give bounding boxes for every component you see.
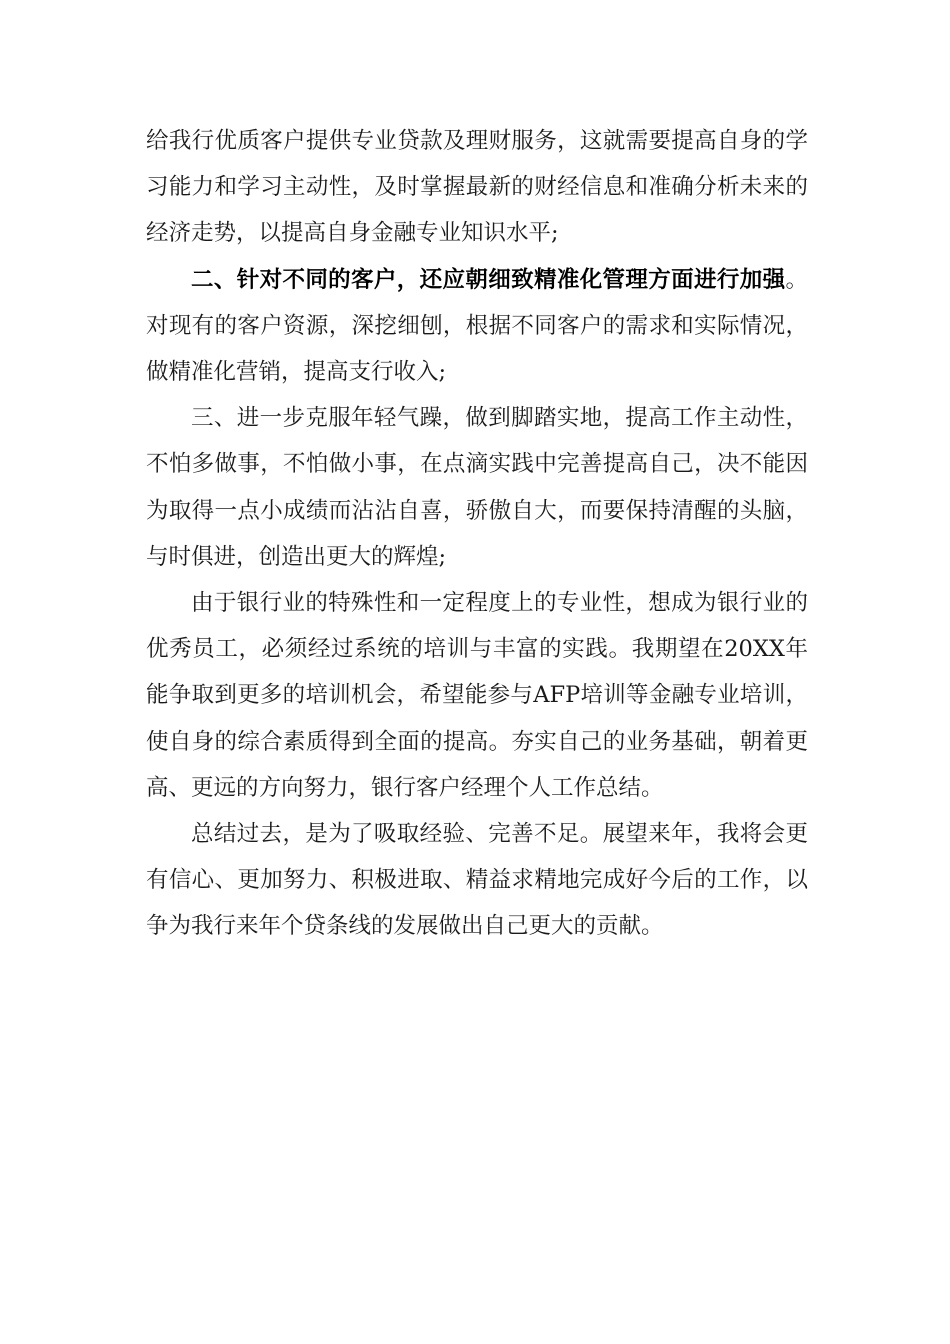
paragraph-training-plan: 由于银行业的特殊性和一定程度上的专业性，想成为银行业的优秀员工，必须经过系统的培训与丰富的实践。我期望在20XX年能争取到更多的培训机会，希望能参与AFP培训等金融专业培训，使自身的综合素质得到全面的提高。夯实自己的业务基础，朝着更高、更远的方向努力，银行客户经理个人工作总结。 xyxy=(146,590,808,801)
document-body xyxy=(146,118,808,950)
paragraph-text: 。对现有的客户资源，深挖细刨，根据不同客户的需求和实际情况，做精准化营销，提高支行收入; xyxy=(146,266,808,386)
paragraph-heading-bold: 二、针对不同的客户，还应朝细致精准化管理方面进行加强 xyxy=(191,266,786,293)
paragraph-second-point xyxy=(146,257,808,396)
paragraph-continuation: 给我行优质客户提供专业贷款及理财服务，这就需要提高自身的学习能力和学习主动性，及时掌握最新的财经信息和准确分析未来的经济走势，以提高自身金融专业知识水平; xyxy=(146,128,808,247)
paragraph-conclusion: 总结过去，是为了吸取经验、完善不足。展望来年，我将会更有信心、更加努力、积极进取、精益求精地完成好今后的工作，以争为我行来年个贷条线的发展做出自己更大的贡献。 xyxy=(146,821,808,940)
paragraph-third-point: 三、进一步克服年轻气躁，做到脚踏实地，提高工作主动性，不怕多做事，不怕做小事，在点滴实践中完善提高自己，决不能因为取得一点小成绩而沾沾自喜，骄傲自大，而要保持清醒的头脑，与时俱进，创造出更大的辉煌; xyxy=(146,405,808,570)
